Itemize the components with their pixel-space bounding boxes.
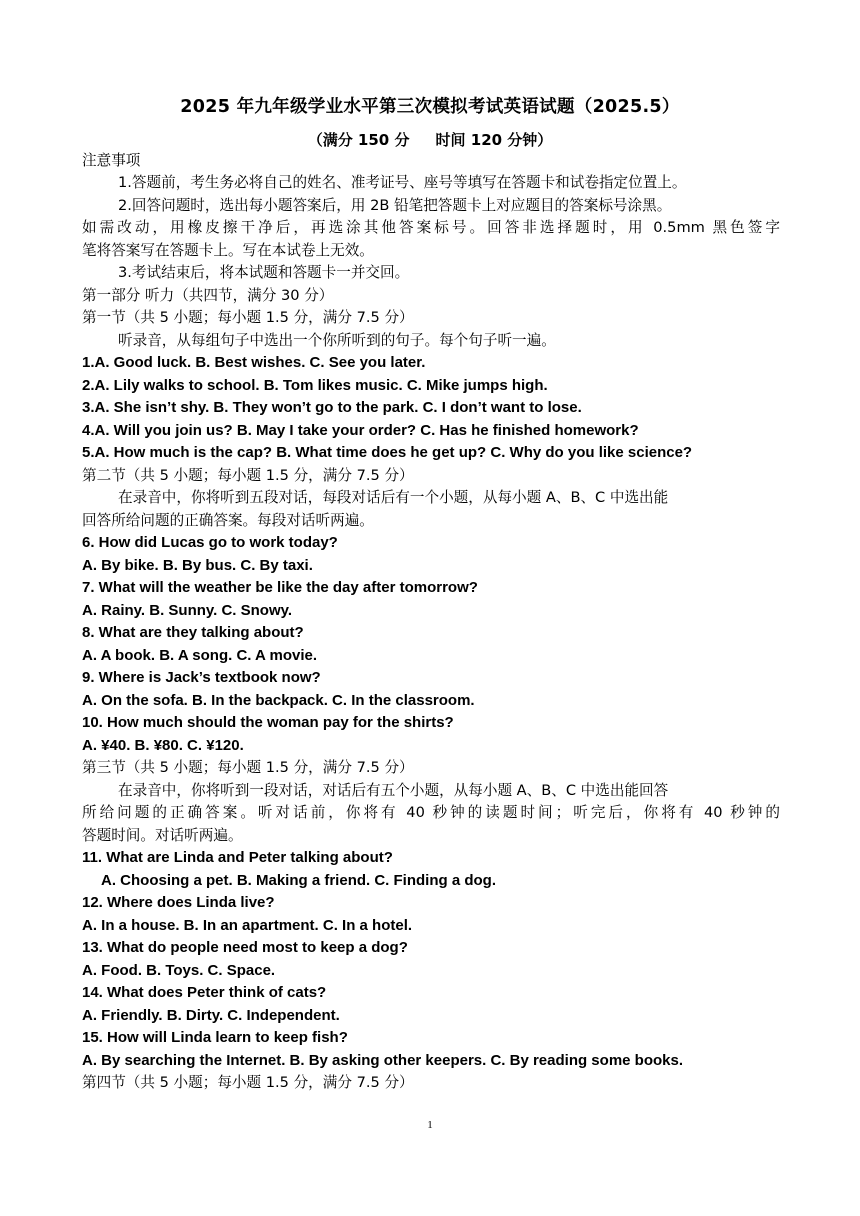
question-15-options: A. By searching the Internet. B. By asking other keepers. C. By reading some books. — [82, 1052, 684, 1069]
section3-instruction-line-1: 在录音中，你将听到一段对话，对话后有五个小题，从每小题 A、B、C 中选出能回答 — [118, 782, 669, 799]
question-14: 14. What does Peter think of cats? — [82, 984, 327, 1001]
question-4: 4.A. Will you join us? B. May I take your order? C. Has he finished homework? — [82, 422, 639, 439]
question-6: 6. How did Lucas go to work today? — [82, 534, 338, 551]
question-1: 1.A. Good luck. B. Best wishes. C. See you later. — [82, 354, 426, 371]
question-9: 9. Where is Jack’s textbook now? — [82, 669, 321, 686]
exam-subtitle: （满分 150 分 时间 120 分钟） — [307, 131, 553, 149]
section2-instruction-line-2: 回答所给问题的正确答案。每段对话听两遍。 — [82, 512, 374, 529]
note-2-line-1: 2.回答问题时，选出每小题答案后，用 2B 铅笔把答题卡上对应题目的答案标号涂黑。 — [118, 197, 672, 214]
section1-instruction: 听录音，从每组句子中选出一个你所听到的句子。每个句子听一遍。 — [118, 332, 556, 349]
section1-heading: 第一节（共 5 小题；每小题 1.5 分，满分 7.5 分） — [82, 309, 414, 326]
question-13: 13. What do people need most to keep a dog? — [82, 939, 408, 956]
question-10: 10. How much should the woman pay for the shirts? — [82, 714, 454, 731]
note-3: 3.考试结束后，将本试题和答题卡一并交回。 — [118, 264, 410, 281]
note-2-line-3: 笔将答案写在答题卡上。写在本试卷上无效。 — [82, 242, 374, 259]
question-5: 5.A. How much is the cap? B. What time does he get up? C. Why do you like science? — [82, 444, 693, 461]
question-8: 8. What are they talking about? — [82, 624, 304, 641]
question-10-options: A. ¥40. B. ¥80. C. ¥120. — [82, 737, 244, 754]
question-3: 3.A. She isn’t shy. B. They won’t go to the park. C. I don’t want to lose. — [82, 399, 582, 416]
question-13-options: A. Food. B. Toys. C. Space. — [82, 962, 276, 979]
question-11-options: A. Choosing a pet. B. Making a friend. C. Finding a dog. — [101, 872, 497, 889]
section4-heading: 第四节（共 5 小题；每小题 1.5 分，满分 7.5 分） — [82, 1074, 414, 1091]
section2-heading: 第二节（共 5 小题；每小题 1.5 分，满分 7.5 分） — [82, 467, 414, 484]
section3-heading: 第三节（共 5 小题；每小题 1.5 分，满分 7.5 分） — [82, 759, 414, 776]
exam-title: 2025 年九年级学业水平第三次模拟考试英语试题（2025.5） — [180, 97, 680, 117]
question-12-options: A. In a house. B. In an apartment. C. In a hotel. — [82, 917, 413, 934]
section2-instruction-line-1: 在录音中，你将听到五段对话，每段对话后有一个小题，从每小题 A、B、C 中选出能 — [118, 489, 669, 506]
question-7: 7. What will the weather be like the day after tomorrow? — [82, 579, 478, 596]
question-12: 12. Where does Linda live? — [82, 894, 275, 911]
question-9-options: A. On the sofa. B. In the backpack. C. In the classroom. — [82, 692, 475, 709]
section3-instruction-line-3: 答题时间。对话听两遍。 — [82, 827, 243, 844]
notes-heading: 注意事项 — [82, 152, 141, 169]
question-15: 15. How will Linda learn to keep fish? — [82, 1029, 348, 1046]
question-2: 2.A. Lily walks to school. B. Tom likes music. C. Mike jumps high. — [82, 377, 548, 394]
question-14-options: A. Friendly. B. Dirty. C. Independent. — [82, 1007, 340, 1024]
question-11: 11. What are Linda and Peter talking about? — [82, 849, 393, 866]
question-8-options: A. A book. B. A song. C. A movie. — [82, 647, 318, 664]
page-number: 1 — [427, 1119, 433, 1131]
part1-heading: 第一部分 听力（共四节，满分 30 分） — [82, 287, 334, 304]
question-6-options: A. By bike. B. By bus. C. By taxi. — [82, 557, 313, 574]
note-1: 1.答题前，考生务必将自己的姓名、准考证号、座号等填写在答题卡和试卷指定位置上。 — [118, 174, 687, 191]
question-7-options: A. Rainy. B. Sunny. C. Snowy. — [82, 602, 293, 619]
note-2-line-2: 如需改动，用橡皮擦干净后，再选涂其他答案标号。回答非选择题时，用 0.5mm 黑色签字 — [82, 219, 780, 236]
section3-instruction-line-2: 所给问题的正确答案。听对话前，你将有 40 秒钟的读题时间；听完后，你将有 40 秒钟的 — [82, 804, 780, 821]
